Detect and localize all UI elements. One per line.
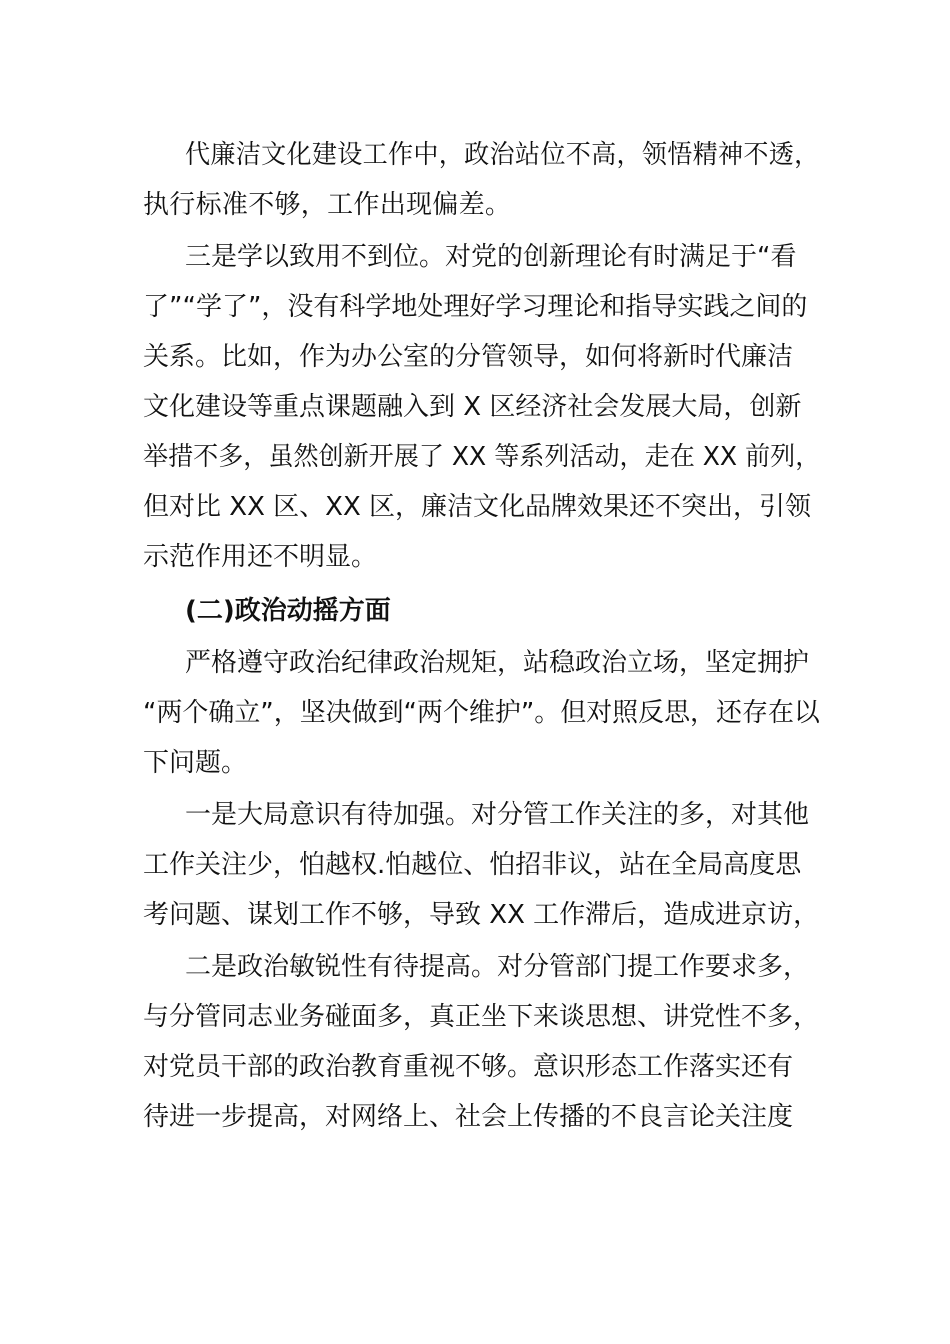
- text-line: 待进一步提高，对网络上、社会上传播的不良言论关注度: [143, 1102, 794, 1132]
- text-line: 下问题。: [143, 748, 248, 778]
- text-line: “两个确立”，坚决做到“两个维护”。但对照反思，还存在以: [143, 698, 820, 728]
- text-line: 但对比 XX 区、XX 区，廉洁文化品牌效果还不突出，引领: [143, 492, 812, 522]
- text-line: 工作关注少，怕越权.怕越位、怕招非议，站在全局高度思: [143, 850, 802, 880]
- text-line: 示范作用还不明显。: [143, 542, 378, 572]
- text-line: 代廉洁文化建设工作中，政治站位不高，领悟精神不透，: [185, 140, 820, 170]
- text-line: 一是大局意识有待加强。对分管工作关注的多，对其他: [185, 800, 810, 830]
- section-heading: (二)政治动摇方面: [185, 596, 391, 626]
- text-line: 考问题、谋划工作不够，导致 XX 工作滞后，造成进京访，: [143, 900, 820, 930]
- text-line: 二是政治敏锐性有待提高。对分管部门提工作要求多，: [185, 952, 810, 982]
- text-line: 执行标准不够，工作出现偏差。: [143, 190, 512, 220]
- text-line: 了”“学了”，没有科学地处理好学习理论和指导实践之间的: [143, 292, 808, 322]
- text-line: 关系。比如，作为办公室的分管领导，如何将新时代廉洁: [143, 342, 794, 372]
- text-line: 三是学以致用不到位。对党的创新理论有时满足于“看: [185, 242, 797, 272]
- text-line: 举措不多，虽然创新开展了 XX 等系列活动，走在 XX 前列，: [143, 442, 821, 472]
- text-line: 严格遵守政治纪律政治规矩，站稳政治立场，坚定拥护: [185, 648, 810, 678]
- text-line: 文化建设等重点课题融入到 X 区经济社会发展大局，创新: [143, 392, 802, 422]
- text-line: 与分管同志业务碰面多，真正坐下来谈思想、讲党性不多，: [143, 1002, 820, 1032]
- text-line: 对党员干部的政治教育重视不够。意识形态工作落实还有: [143, 1052, 794, 1082]
